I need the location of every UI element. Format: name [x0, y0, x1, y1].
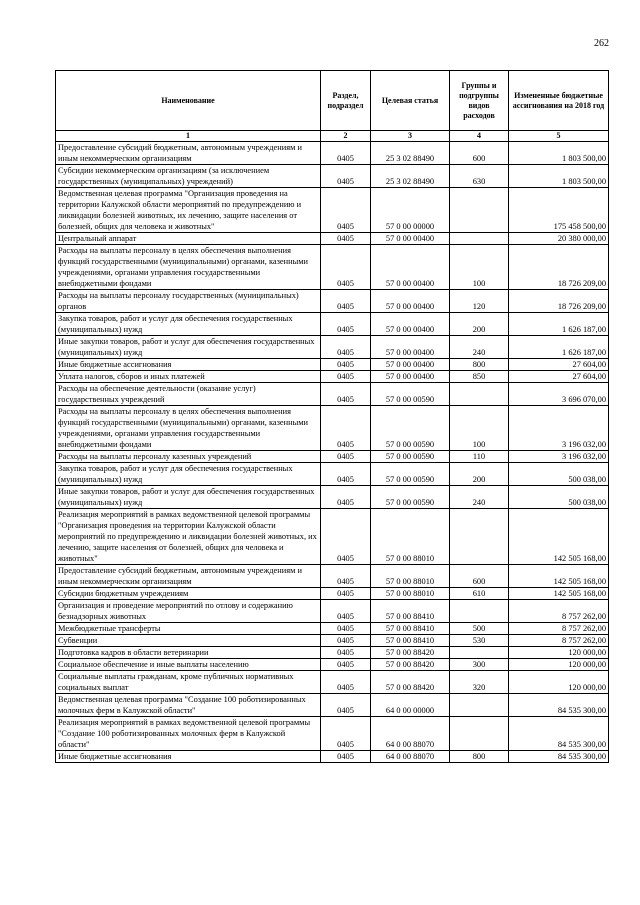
cell-amount: 142 505 168,00 — [509, 588, 609, 600]
cell-name: Субвенции — [56, 635, 321, 647]
cell-section: 0405 — [321, 165, 371, 188]
cell-group: 110 — [450, 451, 509, 463]
table-row — [56, 383, 609, 406]
cell-name: Расходы на выплаты персоналу казенных учреждений — [56, 451, 321, 463]
cell-name: Межбюджетные трансферты — [56, 623, 321, 635]
table-row — [56, 406, 609, 451]
cell-target: 57 0 00 88420 — [371, 671, 450, 694]
cell-amount: 20 380 000,00 — [509, 233, 609, 245]
cell-name: Ведомственная целевая программа "Создание 100 роботизированных молочных ферм в Калужской области" — [56, 694, 321, 717]
cell-section: 0405 — [321, 751, 371, 763]
cell-name: Ведомственная целевая программа "Организация проведения на территории Калужской области мероприятий по предупреждению и ликвидации болезней животных, их лечению, защите населения от болезней, общих для человека и животных" — [56, 188, 321, 233]
cell-target: 64 0 00 00000 — [371, 694, 450, 717]
cell-group: 500 — [450, 623, 509, 635]
header-number: 2 — [321, 131, 371, 142]
header-number: 5 — [509, 131, 609, 142]
cell-amount: 142 505 168,00 — [509, 509, 609, 565]
cell-section: 0405 — [321, 359, 371, 371]
cell-group: 600 — [450, 142, 509, 165]
page-number: 262 — [594, 38, 609, 49]
cell-group — [450, 509, 509, 565]
cell-amount: 3 696 070,00 — [509, 383, 609, 406]
cell-amount: 18 726 209,00 — [509, 245, 609, 290]
header-group: Группы и подгруппы видов расходов — [450, 71, 509, 131]
cell-section: 0405 — [321, 451, 371, 463]
cell-target: 25 3 02 88490 — [371, 142, 450, 165]
header-number: 3 — [371, 131, 450, 142]
cell-section: 0405 — [321, 588, 371, 600]
table-row — [56, 290, 609, 313]
table-row — [56, 463, 609, 486]
cell-name: Субсидии бюджетным учреждениям — [56, 588, 321, 600]
cell-section: 0405 — [321, 290, 371, 313]
cell-amount: 142 505 168,00 — [509, 565, 609, 588]
cell-target: 57 0 00 00000 — [371, 188, 450, 233]
cell-group — [450, 600, 509, 623]
header-target: Целевая статья — [371, 71, 450, 131]
cell-target: 57 0 00 00590 — [371, 406, 450, 451]
cell-name: Центральный аппарат — [56, 233, 321, 245]
cell-section: 0405 — [321, 245, 371, 290]
cell-group: 120 — [450, 290, 509, 313]
cell-amount: 27 604,00 — [509, 359, 609, 371]
cell-amount: 27 604,00 — [509, 371, 609, 383]
table-row — [56, 336, 609, 359]
cell-group: 100 — [450, 245, 509, 290]
cell-group: 630 — [450, 165, 509, 188]
cell-group — [450, 717, 509, 751]
cell-target: 57 0 00 00400 — [371, 313, 450, 336]
cell-target: 57 0 00 00400 — [371, 371, 450, 383]
cell-name: Расходы на обеспечение деятельности (оказание услуг) государственных учреждений — [56, 383, 321, 406]
cell-target: 64 0 00 88070 — [371, 717, 450, 751]
cell-name: Реализация мероприятий в рамках ведомственной целевой программы "Организация проведения на территории Калужской области мероприятий по предупреждению и ликвидации болезней животных, их лечению, защите населения от болезней, общих для человека и животных" — [56, 509, 321, 565]
cell-amount: 84 535 300,00 — [509, 717, 609, 751]
cell-amount: 1 803 500,00 — [509, 165, 609, 188]
table-row — [56, 588, 609, 600]
budget-table — [55, 70, 609, 763]
cell-name: Предоставление субсидий бюджетным, автономным учреждениям и иным некоммерческим организациям — [56, 142, 321, 165]
cell-group: 240 — [450, 336, 509, 359]
cell-section: 0405 — [321, 565, 371, 588]
cell-group: 850 — [450, 371, 509, 383]
cell-amount: 1 626 187,00 — [509, 336, 609, 359]
cell-amount: 500 038,00 — [509, 486, 609, 509]
table-row — [56, 188, 609, 233]
table-row — [56, 142, 609, 165]
table-body — [56, 142, 609, 763]
table-row — [56, 565, 609, 588]
cell-section: 0405 — [321, 463, 371, 486]
table-row — [56, 717, 609, 751]
cell-section: 0405 — [321, 371, 371, 383]
cell-amount: 3 196 032,00 — [509, 451, 609, 463]
cell-section: 0405 — [321, 406, 371, 451]
cell-section: 0405 — [321, 486, 371, 509]
cell-section: 0405 — [321, 313, 371, 336]
cell-amount: 1 626 187,00 — [509, 313, 609, 336]
cell-name: Расходы на выплаты персоналу государственных (муниципальных) органов — [56, 290, 321, 313]
cell-target: 57 0 00 88010 — [371, 509, 450, 565]
cell-group — [450, 383, 509, 406]
table-row — [56, 371, 609, 383]
cell-amount: 120 000,00 — [509, 671, 609, 694]
table-row — [56, 313, 609, 336]
cell-group: 800 — [450, 751, 509, 763]
cell-target: 57 0 00 00400 — [371, 233, 450, 245]
table-row — [56, 486, 609, 509]
cell-name: Подготовка кадров в области ветеринарии — [56, 647, 321, 659]
cell-group — [450, 233, 509, 245]
cell-amount: 84 535 300,00 — [509, 694, 609, 717]
table-row — [56, 451, 609, 463]
cell-target: 57 0 00 88410 — [371, 623, 450, 635]
cell-name: Расходы на выплаты персоналу в целях обеспечения выполнения функций государственными (муниципальными) органами, казенными учреждениями, органами управления государственными внебюджетными фондами — [56, 406, 321, 451]
cell-name: Социальное обеспечение и иные выплаты населению — [56, 659, 321, 671]
cell-group: 200 — [450, 463, 509, 486]
cell-section: 0405 — [321, 188, 371, 233]
cell-target: 57 0 00 88420 — [371, 659, 450, 671]
cell-section: 0405 — [321, 671, 371, 694]
cell-target: 57 0 00 88010 — [371, 588, 450, 600]
cell-target: 57 0 00 00400 — [371, 290, 450, 313]
cell-target: 25 3 02 88490 — [371, 165, 450, 188]
cell-target: 57 0 00 00590 — [371, 486, 450, 509]
cell-section: 0405 — [321, 600, 371, 623]
cell-name: Иные бюджетные ассигнования — [56, 359, 321, 371]
cell-target: 57 0 00 00590 — [371, 451, 450, 463]
cell-target: 57 0 00 00400 — [371, 336, 450, 359]
table-row — [56, 165, 609, 188]
cell-section: 0405 — [321, 142, 371, 165]
cell-amount: 1 803 500,00 — [509, 142, 609, 165]
table-row — [56, 509, 609, 565]
table-row — [56, 233, 609, 245]
cell-name: Иные закупки товаров, работ и услуг для обеспечения государственных (муниципальных) нужд — [56, 336, 321, 359]
cell-target: 57 0 00 88410 — [371, 635, 450, 647]
cell-name: Уплата налогов, сборов и иных платежей — [56, 371, 321, 383]
cell-name: Закупка товаров, работ и услуг для обеспечения государственных (муниципальных) нужд — [56, 463, 321, 486]
cell-name: Предоставление субсидий бюджетным, автономным учреждениям и иным некоммерческим организациям — [56, 565, 321, 588]
cell-group — [450, 188, 509, 233]
cell-section: 0405 — [321, 635, 371, 647]
header-name: Наименование — [56, 71, 321, 131]
cell-name: Субсидии некоммерческим организациям (за исключением государственных (муниципальных) учреждений) — [56, 165, 321, 188]
cell-name: Реализация мероприятий в рамках ведомственной целевой программы "Создание 100 роботизированных молочных ферм в Калужской области" — [56, 717, 321, 751]
cell-amount: 84 535 300,00 — [509, 751, 609, 763]
cell-amount: 18 726 209,00 — [509, 290, 609, 313]
table-row — [56, 647, 609, 659]
table-row — [56, 245, 609, 290]
cell-name: Организация и проведение мероприятий по отлову и содержанию безнадзорных животных — [56, 600, 321, 623]
cell-group: 100 — [450, 406, 509, 451]
cell-amount: 3 196 032,00 — [509, 406, 609, 451]
table-row — [56, 751, 609, 763]
cell-group: 300 — [450, 659, 509, 671]
header-number: 1 — [56, 131, 321, 142]
cell-target: 57 0 00 88010 — [371, 565, 450, 588]
cell-section: 0405 — [321, 623, 371, 635]
cell-group: 320 — [450, 671, 509, 694]
cell-amount: 175 458 500,00 — [509, 188, 609, 233]
cell-amount: 500 038,00 — [509, 463, 609, 486]
cell-name: Иные закупки товаров, работ и услуг для обеспечения государственных (муниципальных) нужд — [56, 486, 321, 509]
cell-name: Социальные выплаты гражданам, кроме публичных нормативных социальных выплат — [56, 671, 321, 694]
cell-group: 530 — [450, 635, 509, 647]
cell-group: 200 — [450, 313, 509, 336]
table-row — [56, 600, 609, 623]
cell-target: 57 0 00 00400 — [371, 245, 450, 290]
table-row — [56, 359, 609, 371]
cell-section: 0405 — [321, 647, 371, 659]
cell-target: 57 0 00 00590 — [371, 463, 450, 486]
cell-target: 57 0 00 88420 — [371, 647, 450, 659]
table-row — [56, 623, 609, 635]
cell-name: Закупка товаров, работ и услуг для обеспечения государственных (муниципальных) нужд — [56, 313, 321, 336]
cell-target: 57 0 00 00400 — [371, 359, 450, 371]
cell-target: 64 0 00 88070 — [371, 751, 450, 763]
header-amount: Измененные бюджетные ассигнования на 2018 год — [509, 71, 609, 131]
cell-section: 0405 — [321, 694, 371, 717]
cell-section: 0405 — [321, 383, 371, 406]
cell-group: 240 — [450, 486, 509, 509]
cell-group: 610 — [450, 588, 509, 600]
cell-section: 0405 — [321, 659, 371, 671]
cell-name: Расходы на выплаты персоналу в целях обеспечения выполнения функций государственными (муниципальными) органами, казенными учреждениями, органами управления государственными внебюджетными фондами — [56, 245, 321, 290]
header-section: Раздел, подраздел — [321, 71, 371, 131]
table-row — [56, 671, 609, 694]
cell-section: 0405 — [321, 717, 371, 751]
cell-target: 57 0 00 88410 — [371, 600, 450, 623]
cell-amount: 8 757 262,00 — [509, 623, 609, 635]
cell-section: 0405 — [321, 336, 371, 359]
cell-group — [450, 647, 509, 659]
cell-target: 57 0 00 00590 — [371, 383, 450, 406]
cell-section: 0405 — [321, 509, 371, 565]
cell-name: Иные бюджетные ассигнования — [56, 751, 321, 763]
cell-group — [450, 694, 509, 717]
cell-amount: 120 000,00 — [509, 659, 609, 671]
table-row — [56, 659, 609, 671]
table-row — [56, 694, 609, 717]
cell-group: 600 — [450, 565, 509, 588]
cell-amount: 120 000,00 — [509, 647, 609, 659]
header-number: 4 — [450, 131, 509, 142]
cell-section: 0405 — [321, 233, 371, 245]
cell-amount: 8 757 262,00 — [509, 635, 609, 647]
table-row — [56, 635, 609, 647]
cell-group: 800 — [450, 359, 509, 371]
cell-amount: 8 757 262,00 — [509, 600, 609, 623]
